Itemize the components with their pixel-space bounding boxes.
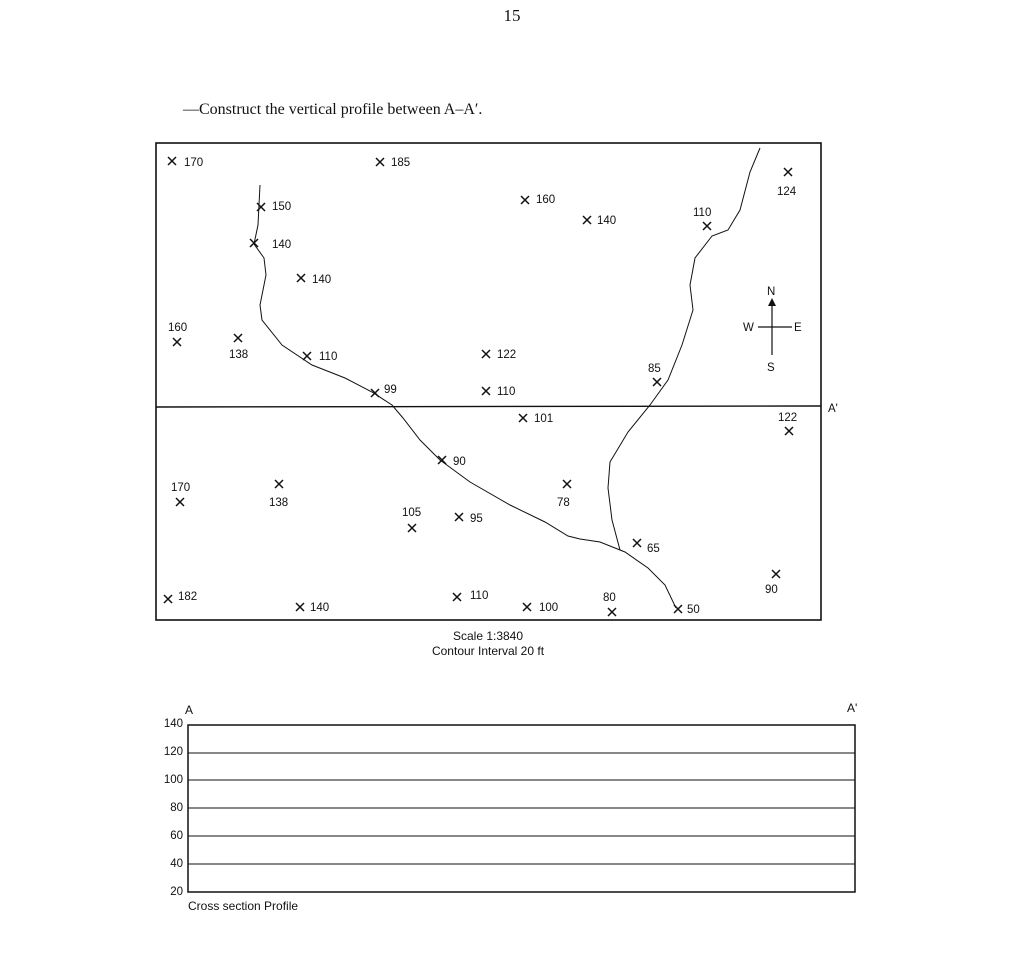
point-marker [519, 413, 553, 425]
point-label: 170 [171, 482, 191, 494]
section-label-a-prime: A' [828, 403, 838, 415]
y-tick-label: 140 [163, 718, 183, 730]
point-label: 110 [470, 590, 489, 602]
compass-s: S [767, 362, 775, 374]
north-arrow-icon [768, 298, 776, 306]
point-label: 101 [534, 413, 554, 425]
point-marker [778, 412, 797, 435]
point-label: 150 [272, 201, 292, 213]
point-marker [603, 592, 616, 616]
point-label: 50 [687, 604, 700, 616]
point-marker [171, 482, 190, 506]
page-number: 15 [503, 6, 521, 25]
point-label: 138 [269, 497, 289, 509]
scale-block [388, 629, 588, 659]
point-label: 182 [178, 591, 198, 603]
point-label: 140 [310, 602, 330, 614]
compass-rose [743, 286, 802, 374]
profile-label-a-prime: A' [847, 701, 858, 715]
point-label: 140 [597, 215, 617, 227]
point-label: 140 [312, 274, 332, 286]
point-label: 78 [557, 497, 570, 509]
compass-e: E [794, 322, 802, 334]
point-marker [402, 507, 421, 532]
compass-w: W [743, 322, 754, 334]
point-marker [168, 322, 187, 346]
contour-interval-text: Contour Interval 20 ft [431, 644, 545, 658]
point-marker [633, 539, 660, 555]
point-marker [482, 349, 516, 361]
point-label: 80 [603, 592, 616, 604]
point-marker [229, 334, 248, 361]
point-marker [250, 239, 291, 251]
y-tick-label: 20 [170, 886, 183, 898]
stream-east [608, 148, 760, 550]
y-tick-label: 100 [163, 774, 183, 786]
point-marker [297, 274, 331, 286]
profile-caption: Cross section Profile [188, 899, 299, 913]
elevation-points [164, 157, 797, 616]
point-label: 95 [470, 513, 483, 525]
point-marker [777, 168, 797, 198]
y-tick-label: 40 [170, 858, 183, 870]
point-label: 65 [647, 543, 660, 555]
point-marker [521, 194, 555, 206]
point-marker [482, 386, 515, 398]
point-label: 85 [648, 363, 661, 375]
y-tick-label: 60 [170, 830, 183, 842]
point-label: 110 [497, 386, 516, 398]
compass-n: N [767, 286, 776, 298]
point-label: 99 [384, 384, 397, 396]
instruction-text: —Construct the vertical profile between A–A′. [183, 101, 483, 118]
point-label: 90 [765, 584, 778, 596]
point-marker [523, 602, 558, 614]
point-marker [303, 351, 337, 363]
point-label: 105 [402, 507, 422, 519]
y-tick-label: 120 [163, 746, 183, 758]
stream-west [254, 185, 676, 608]
point-label: 170 [184, 157, 204, 169]
point-label: 110 [693, 207, 712, 219]
scale-text: Scale 1:3840 [452, 629, 524, 643]
point-label: 124 [777, 186, 797, 198]
profile-grid [188, 725, 855, 892]
map-frame [156, 143, 821, 620]
point-label: 140 [272, 239, 292, 251]
point-label: 100 [539, 602, 559, 614]
point-label: 185 [391, 157, 411, 169]
point-label: 122 [778, 412, 798, 424]
point-marker [648, 363, 661, 386]
y-tick-label: 80 [170, 802, 183, 814]
point-marker [455, 513, 483, 525]
point-label: 90 [453, 456, 466, 468]
point-marker [376, 157, 410, 169]
point-marker [296, 602, 329, 614]
point-marker [269, 480, 288, 509]
point-marker [765, 570, 780, 596]
point-marker [164, 591, 197, 603]
point-label: 160 [536, 194, 556, 206]
point-marker [583, 215, 616, 227]
point-marker [693, 207, 711, 230]
point-marker [453, 590, 488, 602]
section-line [156, 406, 821, 407]
point-marker [557, 480, 571, 509]
point-marker [674, 604, 700, 616]
point-label: 138 [229, 349, 249, 361]
point-label: 110 [319, 351, 338, 363]
point-marker [371, 384, 397, 397]
point-label: 122 [497, 349, 517, 361]
point-marker [168, 157, 203, 169]
point-label: 160 [168, 322, 188, 334]
profile-label-a: A [185, 703, 194, 717]
point-marker [257, 201, 291, 213]
